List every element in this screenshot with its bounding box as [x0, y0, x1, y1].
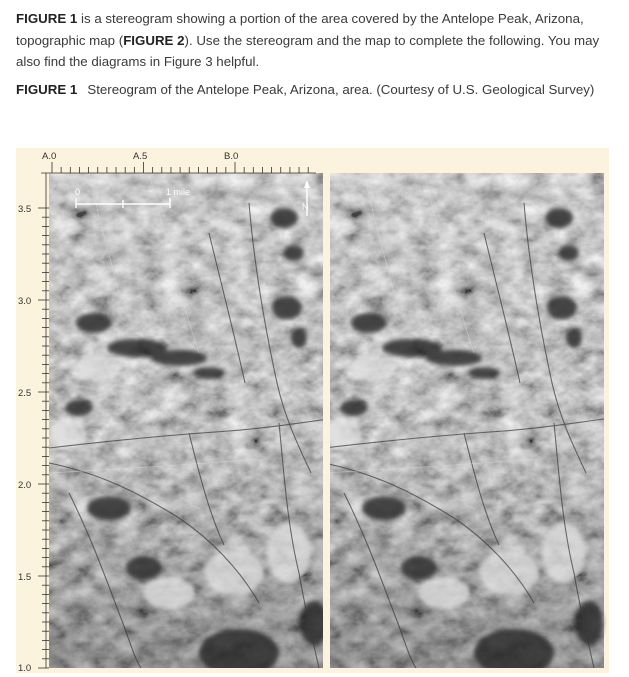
scale-bar-end-label: 1 mile	[166, 187, 191, 197]
top-scale-label-b0: B.0	[224, 151, 239, 162]
caption-label: FIGURE 1	[16, 82, 78, 97]
figure-caption	[16, 79, 620, 101]
figure-1-reference: FIGURE 1	[16, 11, 78, 26]
left-scale-label-2-5: 2.5	[18, 388, 32, 399]
intro-text-a: is a stereogram showing a portion of the area covered by the Antelope Peak, Arizona, topographic map (	[16, 11, 584, 48]
figure-2-reference: FIGURE 2	[123, 32, 185, 48]
stereogram-figure	[16, 148, 609, 673]
left-scale-label-3-5: 3.5	[18, 204, 32, 215]
intro-text-b: ). Use the stereogram and the map to complete the following. You may also find the diagrams in Figure 3 helpful.	[16, 32, 600, 69]
caption-text: Stereogram of the Antelope Peak, Arizona, area. (Courtesy of U.S. Geological Survey)	[87, 82, 595, 97]
left-scale-label-1-0: 1.0	[18, 663, 32, 673]
stereo-photo-left	[49, 173, 329, 673]
left-scale-label-1-5: 1.5	[18, 572, 32, 583]
left-scale-label-2-0: 2.0	[18, 480, 32, 491]
stereo-divider	[323, 173, 330, 673]
intro-paragraph	[16, 8, 620, 73]
north-label: N	[302, 202, 309, 212]
scale-bar-start-label: 0	[75, 187, 81, 197]
left-scale-label-3-0: 3.0	[18, 296, 32, 307]
stereo-photo-right	[324, 173, 604, 673]
top-scale-label-a5: A.5	[133, 151, 148, 162]
top-scale-label-a0: A.0	[42, 151, 57, 162]
stereogram-svg	[16, 148, 609, 673]
